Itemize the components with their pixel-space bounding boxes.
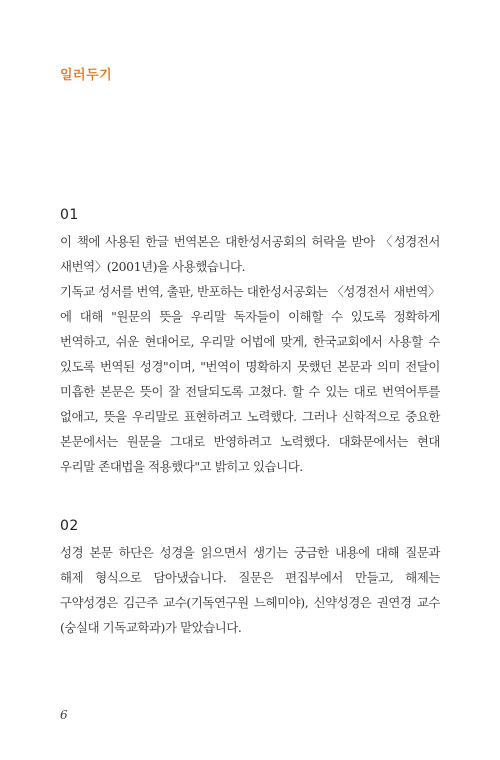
page-title: 일러두기 [60,68,113,83]
section-01 [60,207,440,479]
page-number: 6 [60,708,68,722]
paragraph: 기독교 성서를 번역, 출판, 반포하는 대한성서공회는 〈성경전서 새번역〉에 대해 "원문의 뜻을 우리말 독자들이 이해할 수 있도록 정확하게 번역하고, 쉬운 현대어로, 우리말 어법에 맞게, 한국교회에서 사용할 수 있도록 번역된 성경"이며, "번역이 명확하지 못했던 본문과 의미 전달이 미흡한 본문은 뜻이 잘 전달되도록 고쳤다. 할 수 있는 대로 번역어투를 없애고, 뜻을 우리말로 표현하려고 노력했다. 그러나 신학적으로 중요한 본문에서는 원문을 그대로 반영하려고 노력했다. 대화문에서는 현대 우리말 존대법을 적용했다"고 밝히고 있습니다. [60,284,440,474]
section-number: 01 [60,207,79,223]
paragraph: 성경 본문 하단은 성경을 읽으면서 생기는 궁금한 내용에 대해 질문과 해제 형식으로 담아냈습니다. 질문은 편집부에서 만들고, 해제는 구약성경은 김근주 교수(기독연구원 느헤미야), 신약성경은 권연경 교수(숭실대 기독교학과)가 맡았습니다. [60,545,440,635]
section-02 [60,518,440,640]
paragraph: 이 책에 사용된 한글 번역본은 대한성서공회의 허락을 받아 〈성경전서 새번역〉(2001년)을 사용했습니다. [60,234,440,274]
section-number: 02 [60,518,79,534]
